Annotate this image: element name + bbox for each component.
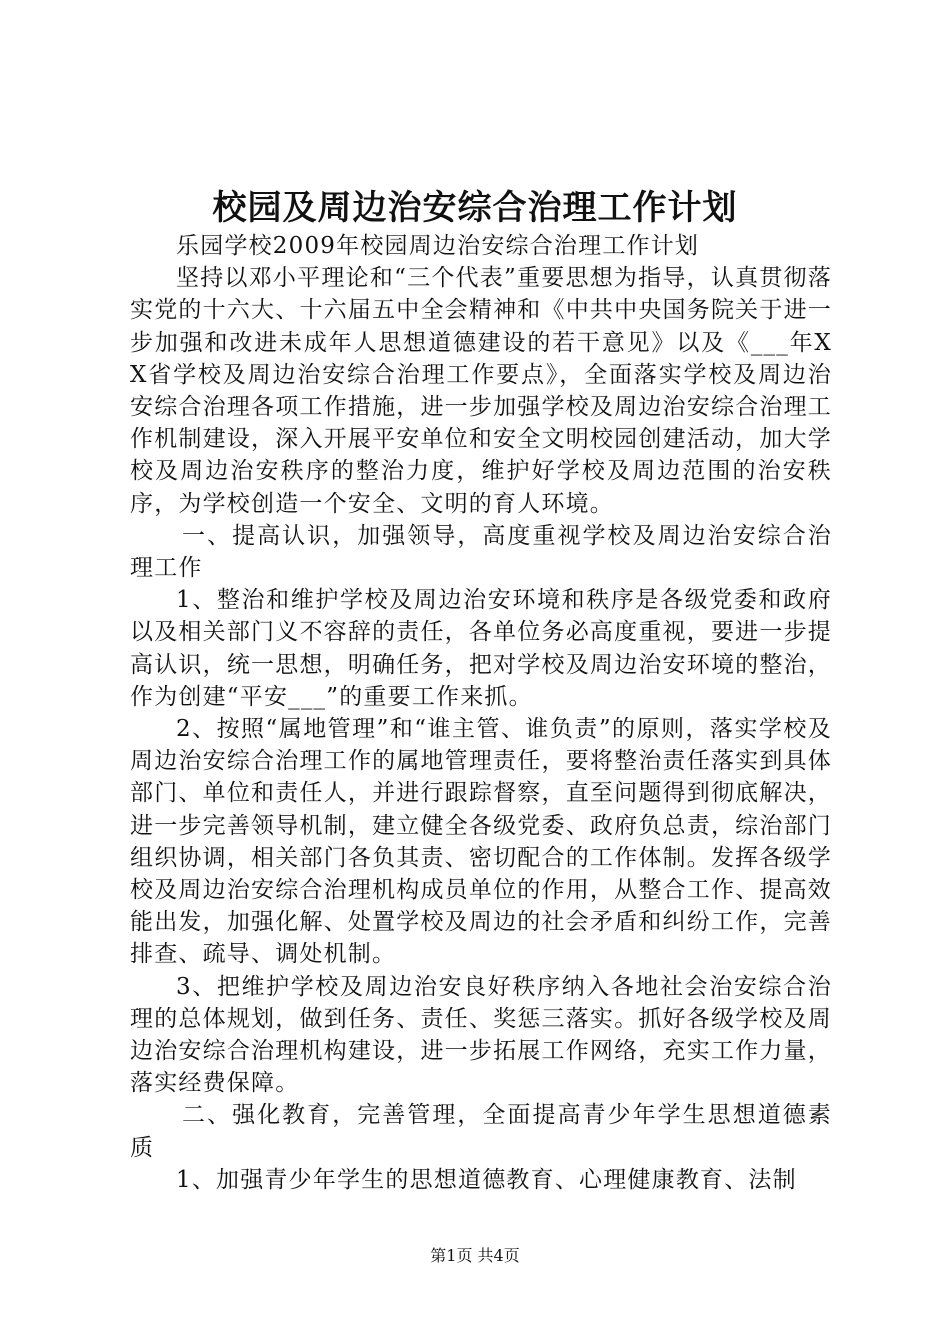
page-number-footer: 第1页 共4页 [430, 1246, 520, 1265]
paragraph-item-1-1: 1、整治和维护学校及周边治安环境和秩序是各级党委和政府以及相关部门义不容辞的责任，各单位务必高度重视，要进一步提高认识，统一思想，明确任务，把对学校及周边治安环境的整治，作为创建“平安___”的重要工作来抓。 [130, 587, 832, 710]
paragraph-item-2-1: 1、加强青少年学生的思想道德教育、心理健康教育、法制 [176, 1166, 797, 1193]
document-subtitle: 乐园学校2009年校园周边治安综合治理工作计划 [176, 233, 700, 259]
document-body [130, 230, 832, 1196]
paragraph-item-1-2: 2、按照“属地管理”和“谁主管、谁负责”的原则，落实学校及周边治安综合治理工作的属地管理责任，要将整治责任落实到具体部门、单位和责任人，并进行跟踪督察，直至问题得到彻底解决，进一步完善领导机制，建立健全各级党委、政府负总责，综治部门组织协调，相关部门各负其责、密切配合的工作体制。发挥各级学校及周边治安综合治理机构成员单位的作用，从整合工作、提高效能出发，加强化解、处置学校及周边的社会矛盾和纠纷工作，完善排查、疏导、调处机制。 [130, 716, 832, 968]
document-title: 校园及周边治安综合治理工作计划 [212, 188, 738, 228]
section-heading-2: 二、强化教育，完善管理，全面提高青少年学生思想道德素质 [130, 1102, 832, 1161]
section-heading-1: 一、提高认识，加强领导，高度重视学校及周边治安综合治理工作 [130, 522, 832, 582]
paragraph-intro: 坚持以邓小平理论和“三个代表”重要思想为指导，认真贯彻落实党的十六大、十六届五中全会精神和《中共中央国务院关于进一步加强和改进未成年人思想道德建设的若干意见》以及《___年XX省学校及周边治安综合治理工作要点》，全面落实学校及周边治安综合治理各项工作措施，进一步加强学校及周边治安综合治理工作机制建设，深入开展平安单位和安全文明校园创建活动，加大学校及周边治安秩序的整治力度，维护好学校及周边范围的治安秩序，为学校创造一个安全、文明的育人环境。 [130, 265, 832, 517]
paragraph-item-1-3: 3、把维护学校及周边治安良好秩序纳入各地社会治安综合治理的总体规划，做到任务、责任、奖惩三落实。抓好各级学校及周边治安综合治理机构建设，进一步拓展工作网络，充实工作力量，落实经费保障。 [130, 973, 832, 1097]
